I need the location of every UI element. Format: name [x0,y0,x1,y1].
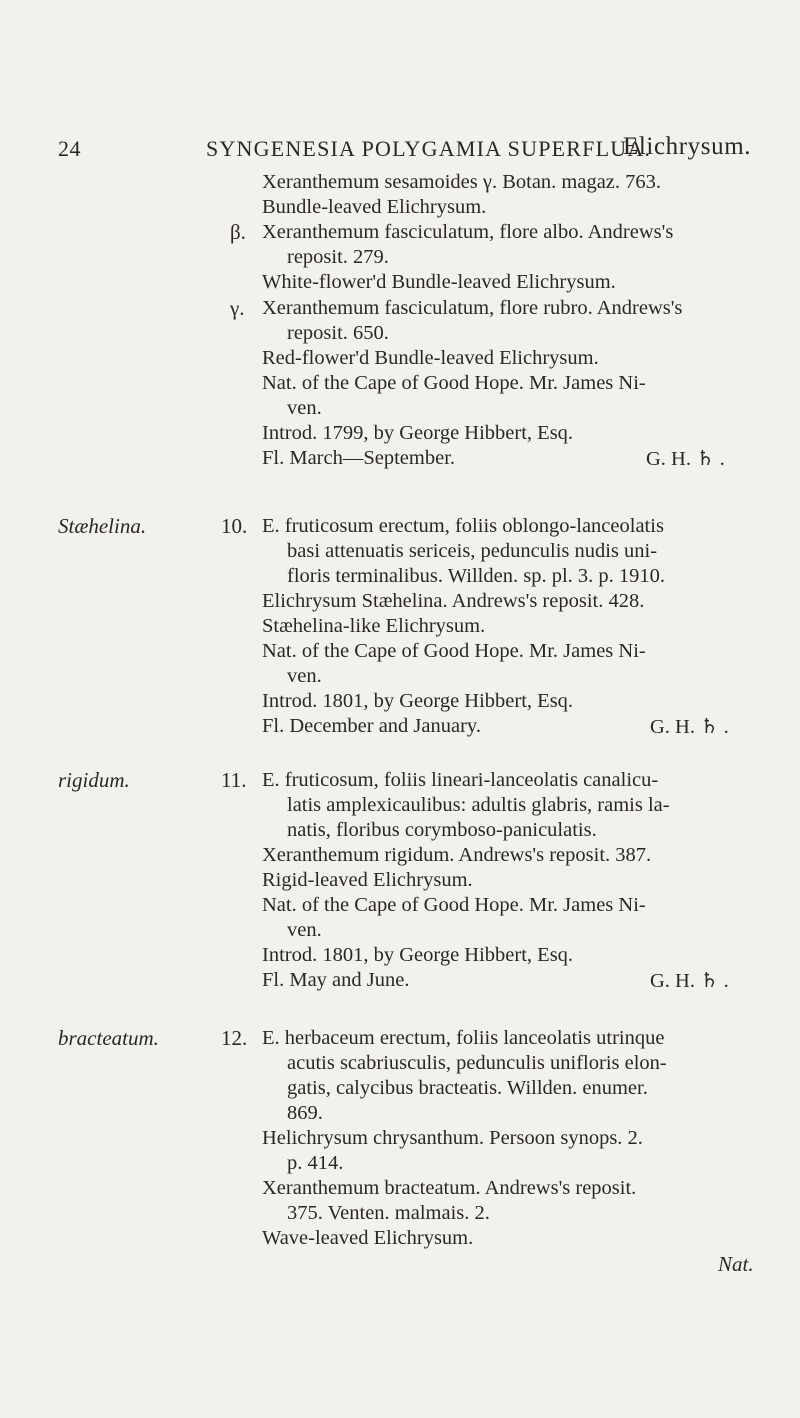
description-line: 869. [287,1102,323,1124]
habitat-mark: G. H. ♄ . [646,448,725,470]
description-line: natis, floribus corymboso-paniculatis. [287,819,597,841]
margin-species-name: rigidum. [58,768,130,792]
description-line: E. herbaceum erectum, foliis lanceolatis utrinque [262,1027,665,1049]
catchword: Nat. [718,1252,754,1276]
habitat-mark: G. H. ♄ . [650,716,729,738]
genus-heading: Elichrysum. [623,133,752,160]
variety-gamma: γ. [230,296,245,320]
description-line: E. fruticosum, foliis lineari-lanceolatis canalicu- [262,769,659,791]
synonym-line: Xeranthemum fasciculatum, flore rubro. Andrews's [262,297,683,319]
description-line: acutis scabriusculis, pedunculis unifloris elon- [287,1052,667,1074]
native-line-cont: ven. [287,397,322,419]
reference-line: reposit. 650. [287,322,389,344]
flowering-line: Fl. March—September. [262,447,456,469]
entry-number: 12. [221,1026,248,1050]
entry-number: 11. [221,768,247,792]
flowering-line: Fl. May and June. [262,969,410,991]
description-line: floris terminalibus. Willden. sp. pl. 3. p. 1910. [287,565,666,587]
reference-line: 375. Venten. malmais. 2. [287,1202,490,1224]
common-name-line: Stæhelina-like Elichrysum. [262,615,486,637]
entry-number: 10. [221,514,248,538]
variety-beta: β. [230,220,246,244]
margin-species-name: Stæhelina. [58,514,147,538]
reference-line: p. 414. [287,1152,344,1174]
habitat-mark: G. H. ♄ . [650,970,729,992]
synonym-line: Xeranthemum sesamoides γ. Botan. magaz. 763. [262,171,662,193]
native-line-cont: ven. [287,919,322,941]
running-title: SYNGENESIA POLYGAMIA SUPERFLUA. [206,136,652,161]
native-line-cont: ven. [287,665,322,687]
common-name-line: Rigid-leaved Elichrysum. [262,869,473,891]
native-line: Nat. of the Cape of Good Hope. Mr. James Ni- [262,640,646,662]
introduced-line: Introd. 1801, by George Hibbert, Esq. [262,944,574,966]
page-number: 24 [58,136,81,161]
description-line: gatis, calycibus bracteatis. Willden. enumer. [287,1077,648,1099]
common-name-line: Red-flower'd Bundle-leaved Elichrysum. [262,347,599,369]
synonym-line: Xeranthemum fasciculatum, flore albo. Andrews's [262,221,674,243]
description-line: E. fruticosum erectum, foliis oblongo-lanceolatis [262,515,664,537]
description-line: latis amplexicaulibus: adultis glabris, ramis la- [287,794,670,816]
synonym-line: Xeranthemum bracteatum. Andrews's reposit. [262,1177,637,1199]
flowering-line: Fl. December and January. [262,715,481,737]
common-name-line: White-flower'd Bundle-leaved Elichrysum. [262,271,616,293]
introduced-line: Introd. 1799, by George Hibbert, Esq. [262,422,574,444]
margin-species-name: bracteatum. [58,1026,159,1050]
native-line: Nat. of the Cape of Good Hope. Mr. James Ni- [262,894,646,916]
synonym-line: Elichrysum Stæhelina. Andrews's reposit. 428. [262,590,645,612]
description-line: basi attenuatis sericeis, pedunculis nudis uni- [287,540,658,562]
synonym-line: Helichrysum chrysanthum. Persoon synops. 2. [262,1127,643,1149]
common-name-line: Wave-leaved Elichrysum. [262,1227,474,1249]
common-name-line: Bundle-leaved Elichrysum. [262,196,487,218]
native-line: Nat. of the Cape of Good Hope. Mr. James Ni- [262,372,646,394]
synonym-line: Xeranthemum rigidum. Andrews's reposit. 387. [262,844,652,866]
reference-line: reposit. 279. [287,246,389,268]
introduced-line: Introd. 1801, by George Hibbert, Esq. [262,690,574,712]
